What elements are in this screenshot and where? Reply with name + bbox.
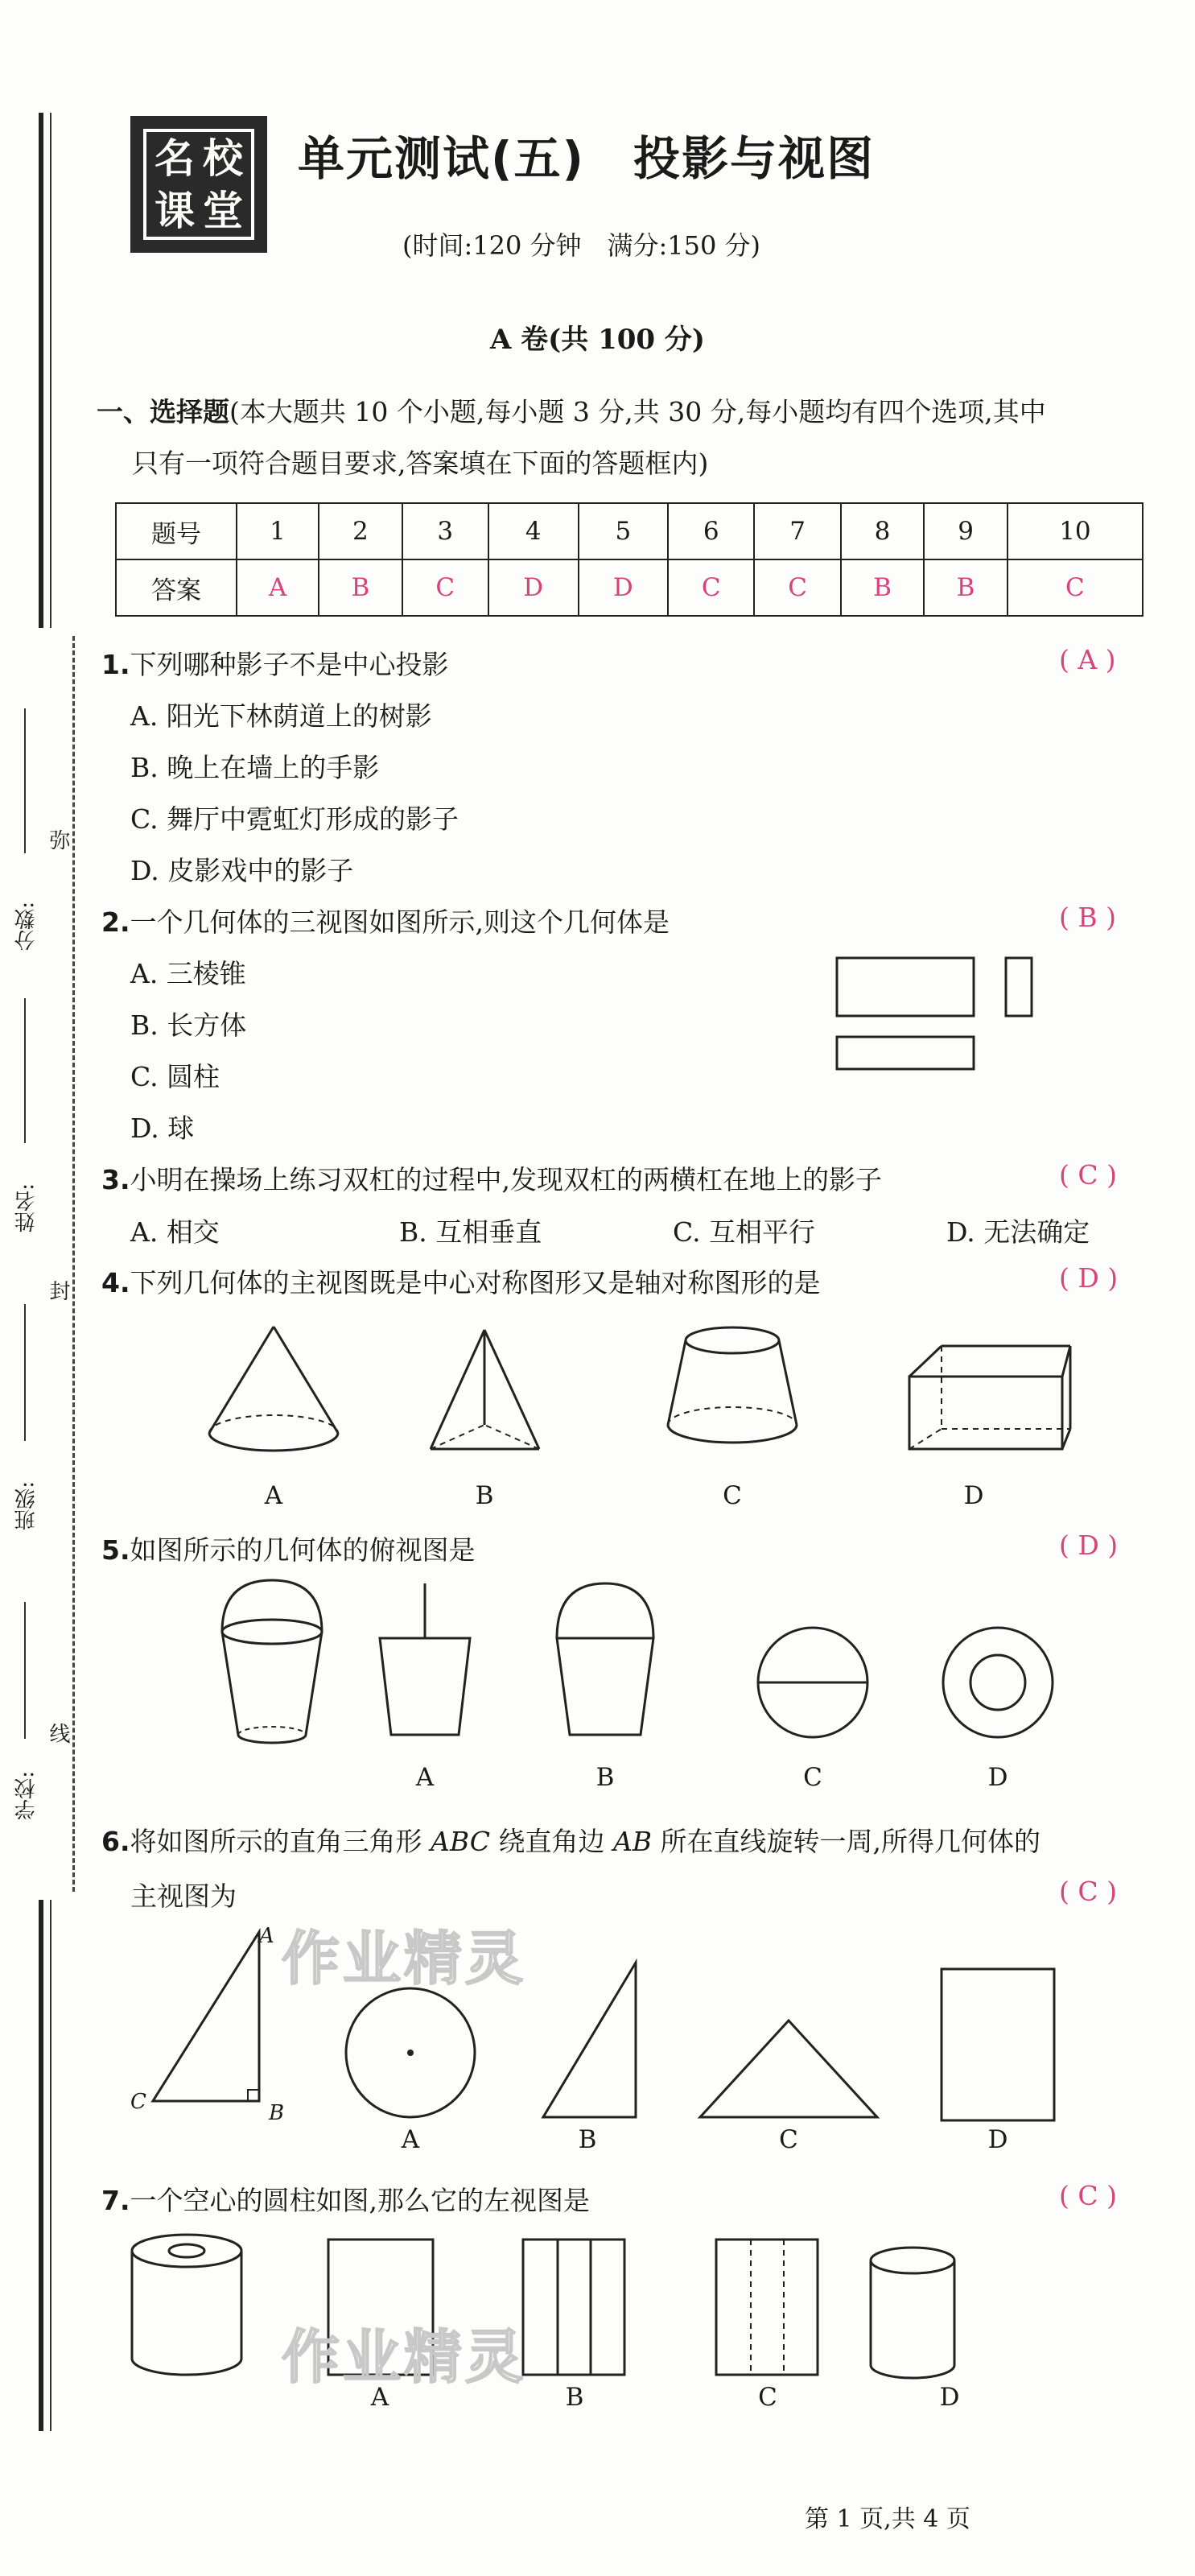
margin-bar-top — [39, 113, 43, 628]
table-cell: C — [754, 559, 840, 616]
q7-label-d: D — [939, 2383, 960, 2412]
table-cell: C — [668, 559, 754, 616]
question-text: 小明在操场上练习双杠的过程中,发现双杠的两横杠在地上的影子 — [130, 1164, 882, 1195]
margin-line-top — [50, 113, 52, 628]
score-label: 分数: — [14, 902, 39, 951]
question-number: 6. — [101, 1826, 130, 1857]
school-label: 学校: — [14, 1771, 39, 1820]
q1-option-d: D. 皮影戏中的影子 — [130, 855, 354, 886]
q7-label-c: C — [758, 2383, 777, 2412]
question-4-answer: ( D ) — [1059, 1262, 1119, 1294]
cone-figure — [209, 1327, 338, 1451]
seal-mark-xian: 线 — [46, 1723, 70, 1744]
table-cell: 3 — [402, 503, 488, 559]
option-d-view — [943, 1628, 1053, 1737]
question-number: 5. — [101, 1534, 130, 1566]
top-view-rect — [837, 1037, 974, 1069]
part1-heading: 一、选择题 — [97, 396, 229, 427]
q7-label-a: A — [370, 2383, 389, 2412]
front-view-rect — [837, 958, 974, 1016]
side-view-rect — [1006, 958, 1032, 1016]
q5-figures — [193, 1574, 1094, 1751]
q4-label-d: D — [963, 1481, 984, 1510]
question-7 — [101, 2180, 590, 2218]
class-blank-line — [24, 1304, 26, 1441]
question-text: 一个几何体的三视图如图所示,则这个几何体是 — [130, 906, 670, 938]
question-text: 一个空心的圆柱如图,那么它的左视图是 — [130, 2185, 590, 2216]
q6-figures — [129, 1924, 1078, 2125]
table-row-numbers — [116, 503, 1143, 559]
option-c-view — [758, 1628, 867, 1737]
hemisphere-bucket-figure — [222, 1580, 322, 1743]
question-2-answer: ( B ) — [1059, 902, 1116, 933]
q1-option-a: A. 阳光下林荫道上的树影 — [130, 700, 432, 732]
page-subtitle: (时间:120 分钟 满分:150 分) — [402, 230, 761, 261]
question-text: 下列几何体的主视图既是中心对称图形又是轴对称图形的是 — [130, 1267, 821, 1298]
option-b-triangle — [543, 1963, 636, 2117]
table-cell: A — [237, 559, 319, 616]
name-blank-line — [24, 998, 26, 1143]
question-number: 1. — [101, 649, 130, 680]
frustum-figure — [668, 1327, 797, 1443]
table-cell: B — [841, 559, 925, 616]
question-3-answer: ( C ) — [1059, 1159, 1117, 1191]
question-text: 将如图所示的直角三角形 — [130, 1826, 431, 1857]
margin-line-bottom — [50, 1900, 52, 2431]
question-6-line2: 主视图为 — [130, 1880, 237, 1912]
option-b-view — [523, 2240, 624, 2375]
table-cell: D — [488, 559, 579, 616]
q1-option-b: B. 晚上在墙上的手影 — [130, 752, 380, 783]
q3-option-a: A. 相交 — [130, 1216, 220, 1248]
vertex-label-a: A — [259, 1924, 274, 1948]
seal-mark-mi: 弥 — [46, 829, 70, 850]
q2-option-c: C. 圆柱 — [130, 1061, 220, 1092]
q1-option-c: C. 舞厅中霓虹灯形成的影子 — [130, 803, 459, 835]
part1-line1: (本大题共 10 个小题,每小题 3 分,共 30 分,每小题均有四个选项,其中 — [229, 396, 1046, 427]
logo-char: 堂 — [203, 187, 243, 234]
q2-option-a: A. 三棱锥 — [130, 958, 246, 989]
table-cell: 9 — [924, 503, 1008, 559]
seal-dashed-line — [72, 636, 75, 1892]
school-blank-line — [24, 1602, 26, 1739]
q4-label-c: C — [723, 1481, 742, 1510]
question-7-answer: ( C ) — [1059, 2180, 1117, 2211]
q5-label-b: B — [595, 1763, 615, 1792]
q6-label-c: C — [779, 2125, 798, 2154]
page-title: 单元测试(五) 投影与视图 — [298, 131, 876, 186]
table-cell: 4 — [488, 503, 579, 559]
question-text: 下列哪种影子不是中心投影 — [130, 649, 449, 680]
table-cell: 5 — [579, 503, 669, 559]
question-text: 绕直角边 — [489, 1826, 613, 1857]
q3-option-d: D. 无法确定 — [946, 1216, 1090, 1248]
logo-char: 名 — [155, 134, 195, 182]
table-cell: C — [402, 559, 488, 616]
question-6-answer: ( C ) — [1059, 1876, 1117, 1907]
question-5 — [101, 1530, 476, 1567]
table-cell: 1 — [237, 503, 319, 559]
option-b-view — [557, 1583, 653, 1735]
triangle-name: ABC — [431, 1826, 490, 1857]
question-number: 4. — [101, 1267, 130, 1298]
q4-figures — [193, 1320, 1094, 1465]
q7-figures — [121, 2230, 1014, 2383]
table-cell: C — [1008, 559, 1143, 616]
brand-logo — [130, 116, 267, 253]
table-cell: B — [924, 559, 1008, 616]
option-d-rect — [942, 1969, 1054, 2120]
question-number: 7. — [101, 2185, 130, 2216]
question-text: 如图所示的几何体的俯视图是 — [130, 1534, 476, 1566]
name-label: 姓名: — [14, 1183, 39, 1232]
table-cell: B — [319, 559, 402, 616]
question-1 — [101, 644, 449, 682]
q2-option-d: D. 球 — [130, 1113, 195, 1144]
section-title: A 卷(共 100 分) — [489, 324, 706, 356]
edge-name: AB — [612, 1826, 653, 1857]
cuboid-figure — [909, 1346, 1070, 1449]
table-cell: 2 — [319, 503, 402, 559]
part1-instructions — [97, 386, 1159, 489]
pyramid-figure — [431, 1330, 539, 1449]
table-row-answers — [116, 559, 1143, 616]
q5-label-c: C — [803, 1763, 822, 1792]
q7-label-b: B — [565, 2383, 584, 2412]
q6-label-b: B — [578, 2125, 597, 2154]
score-blank-line — [24, 708, 26, 853]
option-a-circle — [346, 1988, 475, 2117]
vertex-label-c: C — [130, 2090, 146, 2114]
q2-three-views-figure — [829, 950, 1046, 1079]
option-d-view — [871, 2248, 954, 2378]
question-1-answer: ( A ) — [1059, 644, 1116, 675]
right-triangle-abc — [153, 1932, 259, 2101]
answer-table — [115, 502, 1143, 617]
table-cell: 6 — [668, 503, 754, 559]
q3-option-c: C. 互相平行 — [673, 1216, 816, 1248]
option-c-view — [716, 2240, 818, 2375]
class-label: 班级: — [14, 1481, 39, 1530]
question-number: 3. — [101, 1164, 130, 1195]
logo-char: 校 — [203, 134, 243, 182]
watermark-logo: 作业精灵 — [282, 1925, 527, 1992]
q4-label-a: A — [264, 1481, 283, 1510]
q5-label-d: D — [987, 1763, 1008, 1792]
q2-option-b: B. 长方体 — [130, 1009, 247, 1041]
table-header-cell: 答案 — [116, 559, 237, 616]
table-cell: D — [579, 559, 669, 616]
table-cell: 8 — [841, 503, 925, 559]
q6-label-a: A — [401, 2125, 420, 2154]
question-5-answer: ( D ) — [1059, 1530, 1119, 1561]
logo-char: 课 — [155, 187, 195, 234]
question-6 — [101, 1821, 1040, 1859]
question-3 — [101, 1159, 882, 1197]
table-cell: 10 — [1008, 503, 1143, 559]
page-footer: 第 1 页,共 4 页 — [805, 2505, 970, 2533]
q5-label-a: A — [415, 1763, 435, 1792]
table-cell: 7 — [754, 503, 840, 559]
question-text: 所在直线旋转一周,所得几何体的 — [652, 1826, 1041, 1857]
margin-bar-bottom — [39, 1900, 43, 2431]
watermark-logo: 作业精灵 — [282, 2323, 527, 2391]
q3-option-b: B. 互相垂直 — [399, 1216, 542, 1248]
part1-line2: 只有一项符合题目要求,答案填在下面的答题框内) — [132, 448, 709, 479]
question-number: 2. — [101, 906, 130, 938]
hollow-cylinder-figure — [132, 2235, 241, 2375]
question-4 — [101, 1262, 821, 1300]
q6-label-d: D — [987, 2125, 1008, 2154]
seal-mark-feng: 封 — [46, 1280, 70, 1301]
option-a-view — [380, 1583, 470, 1735]
question-2 — [101, 902, 670, 939]
option-c-triangle — [700, 2021, 877, 2117]
vertex-label-b: B — [269, 2101, 285, 2125]
q4-label-b: B — [475, 1481, 494, 1510]
table-header-cell: 题号 — [116, 503, 237, 559]
